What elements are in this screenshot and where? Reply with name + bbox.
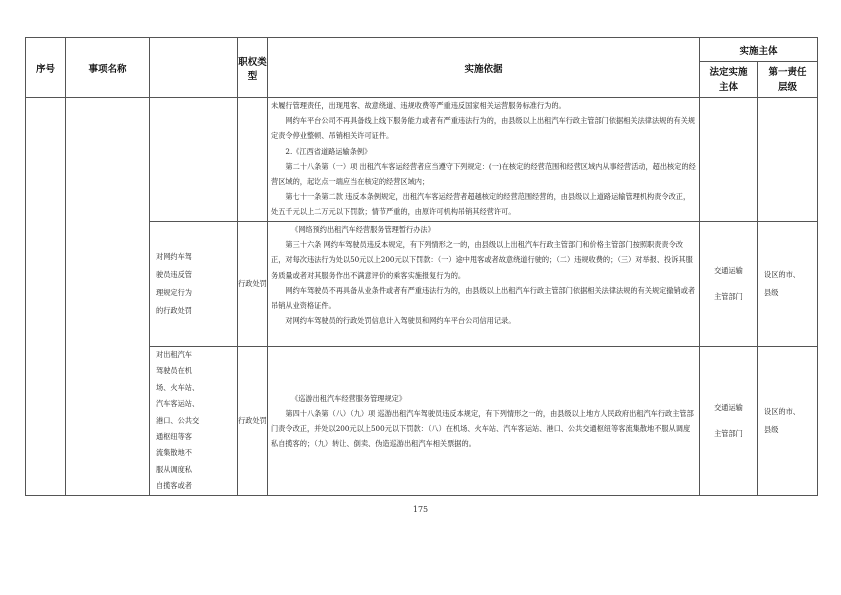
power-type: 行政处罚 (238, 279, 267, 288)
first-level-cell-empty (758, 98, 818, 222)
power-type-cell (238, 222, 268, 347)
table-row-continued (26, 98, 818, 222)
first-level-cell (758, 222, 818, 347)
law-title: 《巡游出租汽车经营服务管理规定》 (291, 393, 407, 403)
header-power-type: 职权类型 (238, 38, 268, 98)
item-name: 对网约车驾 驶员违反管 理规定行为 的行政处罚 (156, 252, 192, 315)
item-name: 对出租汽车 驾驶员在机 场、火车站、 汽车客运站、 港口、公共交 通枢纽等客 流集散地不 服从调度私 自揽客或者 (156, 350, 200, 491)
matters-table (25, 37, 818, 496)
basis-cell (268, 222, 700, 347)
basis-line: 网约车驾驶员不再具备从业条件或者有严重违法行为的，由县级以上出租汽车行政主管部门依据相关法律法规的有关规定撤销或者吊销从业资格证件。 (271, 285, 696, 311)
legal-subject-cell (700, 222, 758, 347)
item-name-cell-empty (150, 98, 238, 222)
first-level: 设区的市、 县级 (764, 407, 800, 434)
header-first-level: 第一责任 层级 (758, 62, 818, 98)
first-level-cell (758, 347, 818, 496)
item-name-cell (150, 347, 238, 496)
basis-line: 2.《江西省道路运输条例》 (285, 146, 372, 156)
item-group-cell (66, 98, 150, 496)
header-row-1 (26, 38, 818, 62)
legal-subject: 交通运输 主管部门 (714, 266, 743, 301)
basis-cell (268, 347, 700, 496)
power-type-cell (238, 347, 268, 496)
basis-line: 第二十八条第（一）项 出租汽车客运经营者应当遵守下列规定：(一)在核定的经营范围和经营区域内从事经营活动，超出核定的经营区域的，起讫点一端应当在核定的经营区域内； (271, 161, 696, 187)
seq-cell (26, 98, 66, 496)
basis-line: 网约车平台公司不再具备线上线下服务能力或者有严重违法行为的，由县级以上出租汽车行政主管部门依据相关法律法规的有关规定责令停业整顿、吊销相关许可证件。 (271, 116, 696, 141)
header-basis: 实施依据 (268, 38, 700, 98)
item-name-cell (150, 222, 238, 347)
header-seq: 序号 (26, 38, 66, 98)
header-subject-group: 实施主体 (700, 38, 818, 62)
header-legal-subject: 法定实施 主体 (700, 62, 758, 98)
power-type-cell-empty (238, 98, 268, 222)
basis-line: 第七十一条第二款 违反本条例规定，出租汽车客运经营者超越核定的经营范围经营的，由县级以上道路运输管理机构责令改正，处五千元以上二万元以下罚款；情节严重的，由原许可机构吊销其经营许可。 (271, 192, 691, 217)
first-level: 设区的市、 县级 (764, 270, 800, 297)
legal-subject-cell (700, 347, 758, 496)
basis-line: 第四十八条第（八）（九）项 巡游出租汽车驾驶员违反本规定，有下列情形之一的，由县级以上地方人民政府出租汽车行政主管部门责令改正，并处以200元以上500元以下罚款：（八）在机场、火车站、汽车客运站、港口、公共交通枢纽等客流集散地不服从调度私自揽客的；（九）转让、倒卖、伪造巡游出租汽车相关票据的。 (271, 408, 694, 449)
basis-cell-continued (268, 98, 700, 222)
header-item-name: 事项名称 (66, 38, 150, 98)
page-number: 175 (412, 505, 429, 514)
basis-line: 未履行管理责任，出现甩客、故意绕道、违规收费等严重违反国家相关运营服务标准行为的。 (271, 101, 566, 110)
legal-subject-cell-empty (700, 98, 758, 222)
basis-line: 第三十六条 网约车驾驶员违反本规定，有下列情形之一的，由县级以上出租汽车行政主管部门和价格主管部门按照职责责令改正，对每次违法行为处以50元以上200元以下罚款：（一）途中甩客或者故意绕道行驶的；（二）违规收费的；（三）对举报、投诉其服务质量或者对其服务作出不满意评价的乘客实施报复行为的。 (271, 240, 693, 280)
header-blank (150, 38, 238, 98)
basis-line: 对网约车驾驶员的行政处罚信息计入驾驶员和网约车平台公司信用记录。 (285, 316, 516, 326)
power-type: 行政处罚 (238, 416, 267, 425)
legal-subject: 交通运输 主管部门 (714, 403, 743, 438)
law-title: 《网络预约出租汽车经营服务管理暂行办法》 (291, 225, 435, 234)
